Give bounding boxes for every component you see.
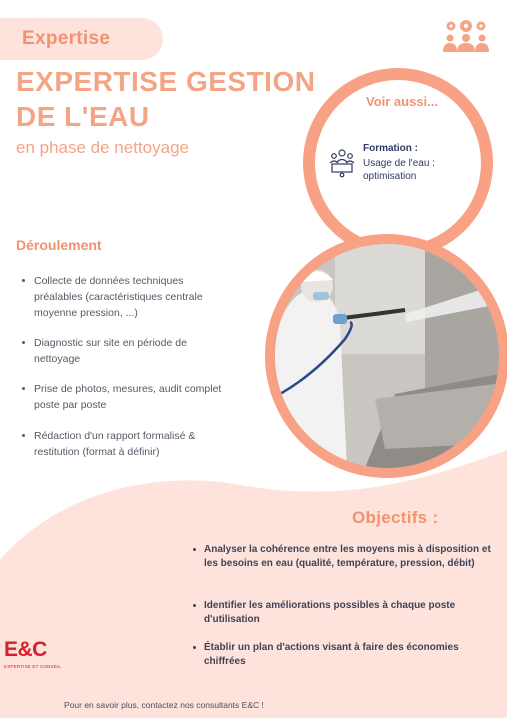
bottom-background-band [0, 430, 507, 718]
page-subtitle: en phase de nettoyage [16, 138, 189, 157]
cleaning-worker-photo [275, 244, 499, 468]
deroulement-item: Prise de photos, mesures, audit complet poste par poste [22, 381, 232, 413]
training-people-icon [328, 148, 356, 178]
cleaning-worker-illustration [275, 244, 499, 468]
bullet [193, 548, 196, 551]
objectifs-heading: Objectifs : [352, 508, 439, 527]
formation-link[interactable]: Usage de l'eau : optimisation [363, 158, 435, 182]
objectif-item: Identifier les améliorations possibles à chaque poste d'utilisation [193, 599, 493, 627]
deroulement-heading: Déroulement [16, 237, 102, 253]
page-title-line2: DE L'EAU [16, 101, 150, 132]
bullet [193, 646, 196, 649]
see-also-title: Voir aussi... [366, 94, 439, 109]
objectif-item: Établir un plan d'actions visant à faire des économies chiffrées [193, 641, 493, 669]
bullet [193, 604, 196, 607]
team-gears-icon [440, 18, 492, 52]
objectif-item: Analyser la cohérence entre les moyens mis à disposition et les besoins en eau (qualité, température, pression, débit) [193, 543, 493, 571]
page-title-line1: EXPERTISE GESTION [16, 66, 316, 97]
company-logo-tagline: EXPERTISE ET CONSEIL [4, 664, 62, 669]
deroulement-item: Collecte de données techniques préalables (caractéristiques centrale moyenne pression, ...) [22, 273, 232, 321]
expertise-tag-label: Expertise [22, 28, 111, 49]
bullet [22, 279, 25, 282]
company-logo: E&C [4, 638, 47, 661]
deroulement-item: Diagnostic sur site en période de nettoyage [22, 335, 232, 367]
bullet [22, 434, 25, 437]
formation-label: Formation : [363, 143, 418, 154]
bullet [22, 387, 25, 390]
footer-contact-text: Pour en savoir plus, contactez nos consultants E&C ! [64, 700, 264, 710]
deroulement-item: Rédaction d'un rapport formalisé & restitution (format à définir) [22, 428, 232, 460]
bullet [22, 341, 25, 344]
